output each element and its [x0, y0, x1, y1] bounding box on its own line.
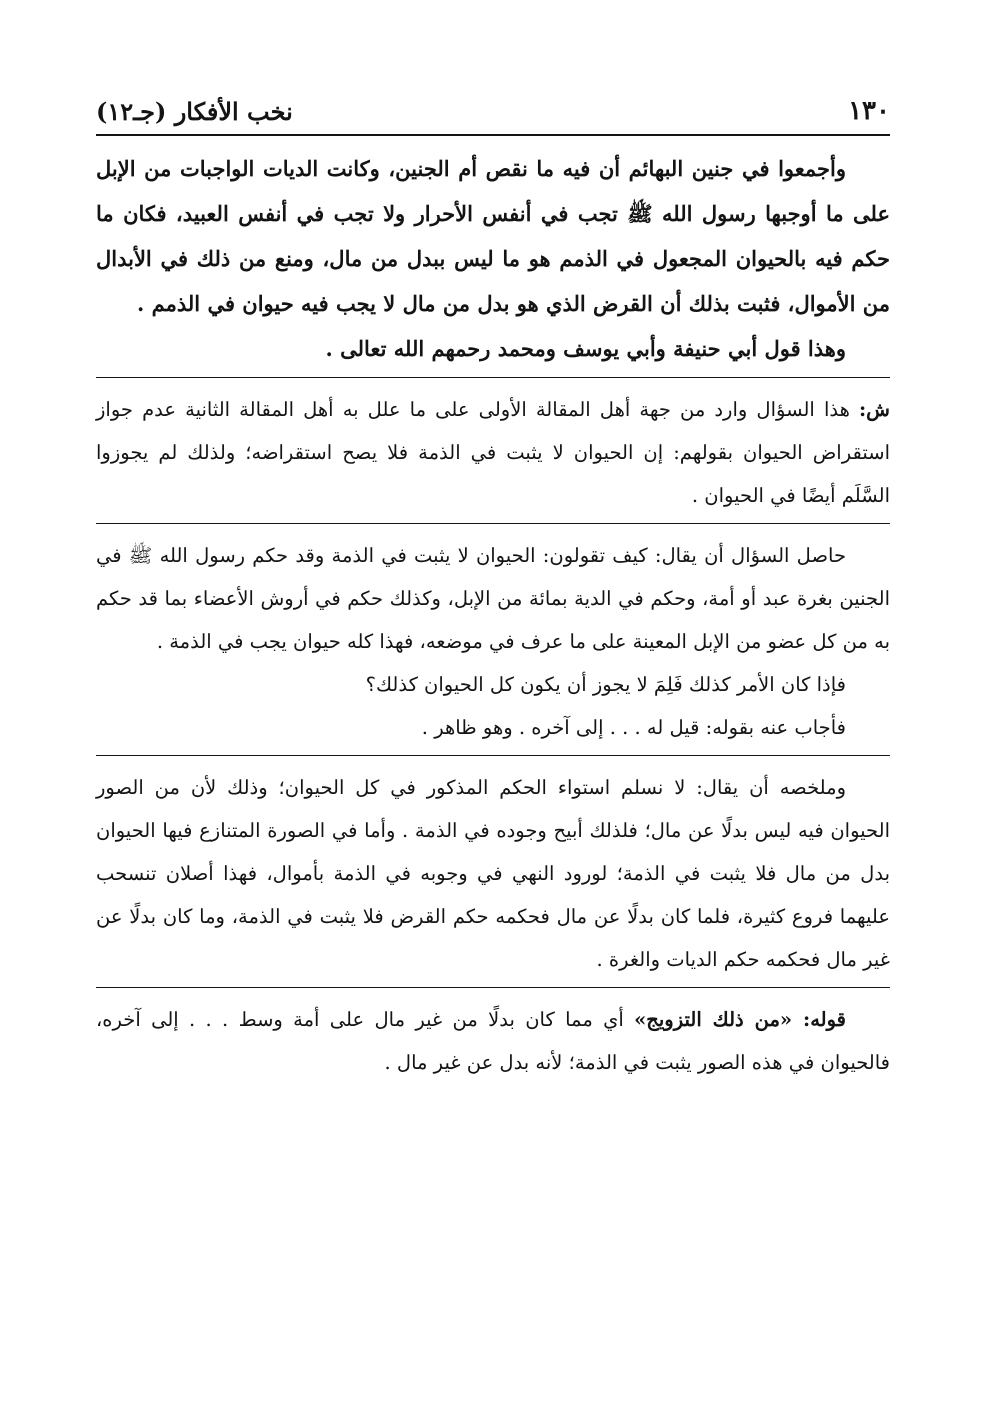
quote-label: قوله: «من ذلك التزويج»	[634, 1008, 847, 1031]
quoted-text-paragraph-1: وأجمعوا في جنين البهائم أن فيه ما نقص أم الجنين، وكانت الديات الواجبات من الإبل على ما أوجبها رسول الله ﷺ تجب في أنفس الأحرار ولا تجب في أنفس العبيد، فكان ما حكم فيه بالحيوان المجعول في الذمم هو ما ليس ببدل من مال، ومنع من ذلك في الأبدال من الأموال، فثبت بذلك أن القرض الذي هو بدل من مال لا يجب فيه حيوان في الذمم .	[96, 156, 890, 316]
section-divider	[96, 377, 890, 378]
commentary-paragraph-2: حاصل السؤال أن يقال: كيف تقولون: الحيوان لا يثبت في الذمة وقد حكم رسول الله ﷺ في الجنين بغرة عبد أو أمة، وحكم في الدية بمائة من الإبل، وكذلك حكم في أروش الأعضاء بما قد حكم به من كل عضو من الإبل المعينة على ما عرف في موضعه، فهذا كله حيوان يجب في الذمة .	[96, 544, 890, 653]
page-number: ١٣٠	[848, 96, 890, 126]
book-title: نخب الأفكار (جـ١٢)	[96, 97, 293, 126]
commentary-label: ش:	[858, 398, 890, 421]
commentary-paragraph-6	[96, 998, 890, 1084]
commentary-paragraph-5: وملخصه أن يقال: لا نسلم استواء الحكم المذكور في كل الحيوان؛ وذلك لأن من الصور الحيوان فيه ليس بدلًا عن مال؛ فلذلك أبيح وجوده في الذمة . وأما في الصورة المتنازع فيها الحيوان بدل من مال فلا يثبت في الذمة؛ لورود النهي في وجوبه في الذمة بأموال، فهذا أصلان تنسحب عليهما فروع كثيرة، فلما كان بدلًا عن مال فحكمه حكم القرض فلا يثبت في الذمة، وما كان بدلًا عن غير مال فحكمه حكم الديات والغرة .	[96, 776, 890, 971]
quoted-text-paragraph-2: وهذا قول أبي حنيفة وأبي يوسف ومحمد رحمهم الله تعالى .	[325, 336, 846, 361]
section-divider	[96, 755, 890, 756]
quote-explanation: أي مما كان بدلًا من غير مال على أمة وسط . . . إلى آخره، فالحيوان في هذه الصور يثبت في الذمة؛ لأنه بدل عن غير مال .	[96, 1008, 890, 1074]
section-divider	[96, 987, 890, 988]
header-rule	[96, 134, 890, 136]
commentary-paragraph-3: فإذا كان الأمر كذلك فَلِمَ لا يجوز أن يكون كل الحيوان كذلك؟	[365, 673, 846, 696]
page-header	[96, 82, 890, 126]
commentary-paragraph-1	[96, 388, 890, 517]
commentary-text: هذا السؤال وارد من جهة أهل المقالة الأولى على ما علل به أهل المقالة الثانية عدم جواز استقراض الحيوان بقولهم: إن الحيوان لا يثبت في الذمة فلا يصح استقراضه؛ ولذلك لم يجوزوا السَّلَم أيضًا في الحيوان .	[96, 398, 890, 507]
section-divider	[96, 523, 890, 524]
commentary-paragraph-4: فأجاب عنه بقوله: قيل له . . . إلى آخره . وهو ظاهر .	[421, 716, 846, 739]
page-content	[96, 146, 890, 1084]
